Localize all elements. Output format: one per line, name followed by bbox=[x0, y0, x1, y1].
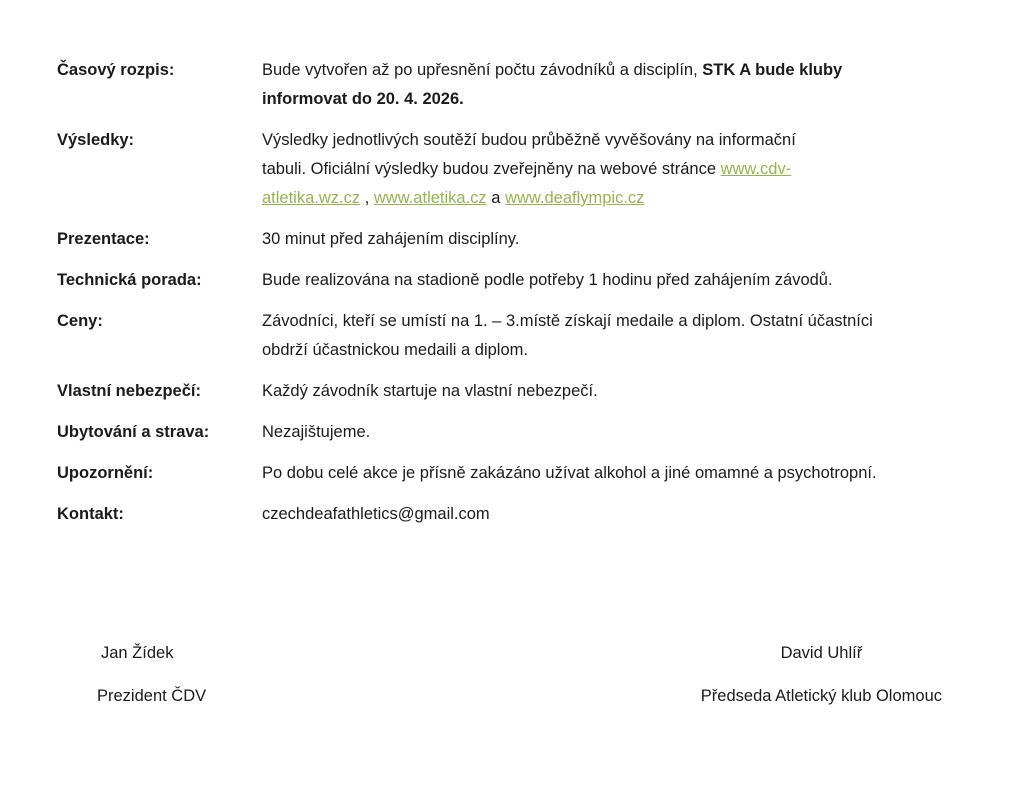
row-label: Ceny: bbox=[57, 312, 103, 330]
text-segment: STK A bude kluby bbox=[702, 61, 843, 79]
signatory-name-left: Jan Žídek bbox=[101, 644, 174, 662]
info-row bbox=[0, 266, 1024, 295]
row-label: Výsledky: bbox=[57, 131, 135, 149]
info-row bbox=[0, 500, 1024, 529]
text-segment: czechdeafathletics@gmail.com bbox=[262, 505, 490, 523]
signature-block bbox=[0, 639, 1024, 711]
row-label: Prezentace: bbox=[57, 230, 150, 248]
text-line bbox=[262, 500, 490, 529]
text-segment: Bude vytvořen až po upřesnění počtu závodníků a disciplín, bbox=[262, 61, 703, 79]
row-label: Technická porada: bbox=[57, 271, 202, 289]
text-segment: informovat do 20. 4. 2026. bbox=[262, 90, 464, 108]
row-label: Kontakt: bbox=[57, 505, 124, 523]
text-line bbox=[262, 377, 598, 406]
text-line bbox=[262, 56, 842, 85]
text-line bbox=[262, 307, 873, 336]
row-content bbox=[262, 500, 490, 529]
text-segment: Nezajištujeme. bbox=[262, 423, 371, 441]
text-line bbox=[262, 126, 796, 155]
text-line bbox=[262, 266, 833, 295]
text-segment: obdrží účastnickou medaili a diplom. bbox=[262, 341, 528, 359]
hyperlink[interactable]: www.cdv- bbox=[720, 160, 792, 178]
text-segment: 30 minut před zahájením disciplíny. bbox=[262, 230, 520, 248]
info-row bbox=[0, 418, 1024, 447]
row-content bbox=[262, 126, 796, 213]
signature-left bbox=[97, 639, 206, 711]
hyperlink[interactable]: www.atletika.cz bbox=[373, 189, 487, 207]
info-row bbox=[0, 126, 1024, 213]
info-row bbox=[0, 307, 1024, 365]
row-label: Ubytování a strava: bbox=[57, 423, 210, 441]
row-content bbox=[262, 459, 877, 488]
text-line bbox=[262, 184, 796, 213]
text-segment: Výsledky jednotlivých soutěží budou průběžně vyvěšovány na informační bbox=[262, 131, 796, 149]
row-content bbox=[262, 225, 519, 254]
row-content bbox=[262, 377, 598, 406]
signature-right bbox=[701, 639, 942, 711]
row-label: Upozornění: bbox=[57, 464, 154, 482]
hyperlink[interactable]: www.deaflympic.cz bbox=[505, 189, 645, 207]
text-line bbox=[262, 155, 796, 184]
text-line bbox=[262, 459, 877, 488]
row-label: Časový rozpis: bbox=[57, 61, 175, 79]
signatory-name-right: David Uhlíř bbox=[780, 644, 863, 662]
text-segment: Závodníci, kteří se umístí na 1. – 3.místě získají medaile a diplom. Ostatní účastníci bbox=[262, 312, 873, 330]
info-row bbox=[0, 459, 1024, 488]
signatory-title-right: Předseda Atletický klub Olomouc bbox=[700, 687, 942, 705]
info-row bbox=[0, 225, 1024, 254]
hyperlink[interactable]: atletika.wz.cz bbox=[262, 189, 361, 207]
text-segment: , bbox=[360, 189, 374, 207]
text-line bbox=[262, 418, 370, 447]
row-content bbox=[262, 56, 842, 114]
info-row bbox=[0, 377, 1024, 406]
text-segment: Bude realizována na stadioně podle potřeby 1 hodinu před zahájením závodů. bbox=[262, 271, 833, 289]
row-label: Vlastní nebezpečí: bbox=[57, 382, 201, 400]
row-content bbox=[262, 266, 833, 295]
text-line bbox=[262, 336, 873, 365]
row-content bbox=[262, 418, 370, 447]
info-row bbox=[0, 56, 1024, 114]
info-rows bbox=[0, 56, 1024, 529]
text-segment: a bbox=[486, 189, 506, 207]
row-content bbox=[262, 307, 873, 365]
text-segment: Každý závodník startuje na vlastní nebezpečí. bbox=[262, 382, 598, 400]
text-line bbox=[262, 225, 519, 254]
text-segment: tabuli. Oficiální výsledky budou zveřejněny na webové stránce bbox=[262, 160, 721, 178]
signatory-title-left: Prezident ČDV bbox=[97, 687, 207, 705]
text-segment: Po dobu celé akce je přísně zakázáno užívat alkohol a jiné omamné a psychotropní. bbox=[262, 464, 877, 482]
text-line bbox=[262, 85, 842, 114]
